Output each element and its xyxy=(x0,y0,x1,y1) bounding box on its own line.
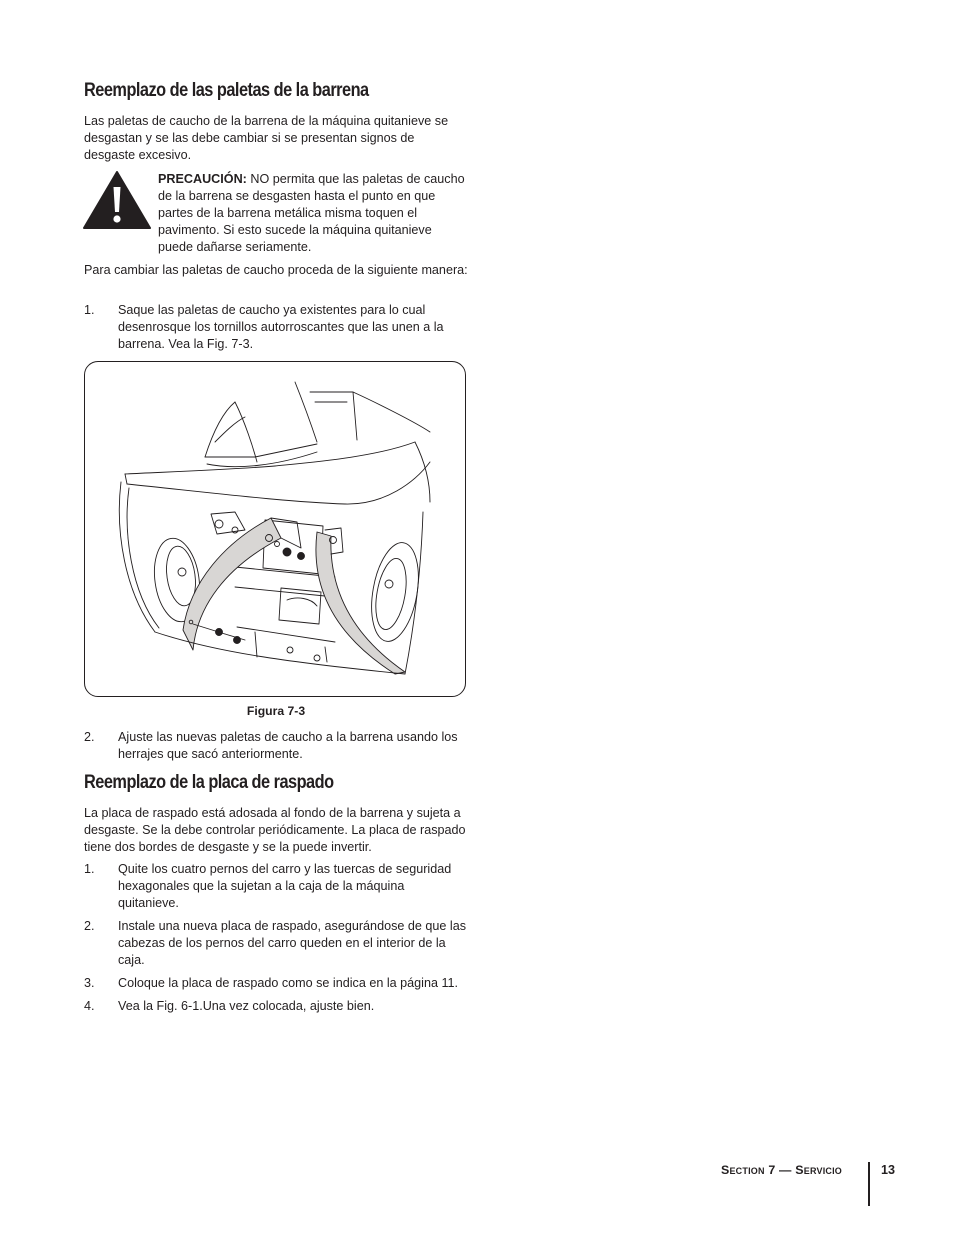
section-heading-placa: Reemplazo de la placa de raspado xyxy=(84,772,334,793)
warning-triangle-icon xyxy=(82,170,152,230)
placa-intro: La placa de raspado está adosada al fondo de la barrena y sujeta a desgaste. Se la debe controlar periódicamente. La placa de raspado tiene dos bordes de desgaste y se la puede invertir. xyxy=(84,806,466,854)
page-number: 13 xyxy=(881,1163,896,1177)
step-text: Quite los cuatro pernos del carro y las tuercas de seguridad hexagonales que la sujetan a la caja de la máquina quitanieve. xyxy=(118,862,452,910)
step-number: 2. xyxy=(84,730,95,744)
step-text: Saque las paletas de caucho ya existentes para lo cual desenrosque los tornillos autorroscantes que las unen a la barrena. Vea la Fig. 7-3. xyxy=(118,303,444,351)
step-number: 2. xyxy=(84,919,95,933)
step-number: 4. xyxy=(84,999,95,1013)
paletas-lead: Para cambiar las paletas de caucho proceda de la siguiente manera: xyxy=(84,263,468,277)
step-number: 1. xyxy=(84,303,95,317)
caution-text: NO permita que las paletas de caucho de la barrena se desgasten hasta el punto en que partes de la barrena metálica misma toquen el pavimento. Si esto sucede la máquina quitanieve puede dañarse seriamente. xyxy=(158,172,465,254)
paletas-intro: Las paletas de caucho de la barrena de la máquina quitanieve se desgastan y se las debe cambiar si se presentan signos de desgaste excesivo. xyxy=(84,114,449,162)
figure-7-3 xyxy=(84,361,466,697)
step-text: Vea la Fig. 6-1.Una vez colocada, ajuste bien. xyxy=(118,999,375,1013)
step-number: 3. xyxy=(84,976,95,990)
step-text: Ajuste las nuevas paletas de caucho a la barrena usando los herrajes que sacó anteriormente. xyxy=(118,730,458,761)
step-number: 1. xyxy=(84,862,95,876)
section-heading-paletas: Reemplazo de las paletas de la barrena xyxy=(84,80,369,101)
caution-label: PRECAUCIÓN: xyxy=(158,172,247,186)
caution-note xyxy=(158,171,470,256)
footer-divider xyxy=(868,1162,870,1206)
auger-illustration xyxy=(85,362,466,697)
step-text: Coloque la placa de raspado como se indica en la página 11. xyxy=(118,976,459,990)
step-text: Instale una nueva placa de raspado, asegurándose de que las cabezas de los pernos del carro queden en el interior de la caja. xyxy=(118,919,466,967)
figure-caption: Figura 7-3 xyxy=(246,704,306,718)
footer-section-label: Section 7 — Servicio xyxy=(721,1163,842,1177)
